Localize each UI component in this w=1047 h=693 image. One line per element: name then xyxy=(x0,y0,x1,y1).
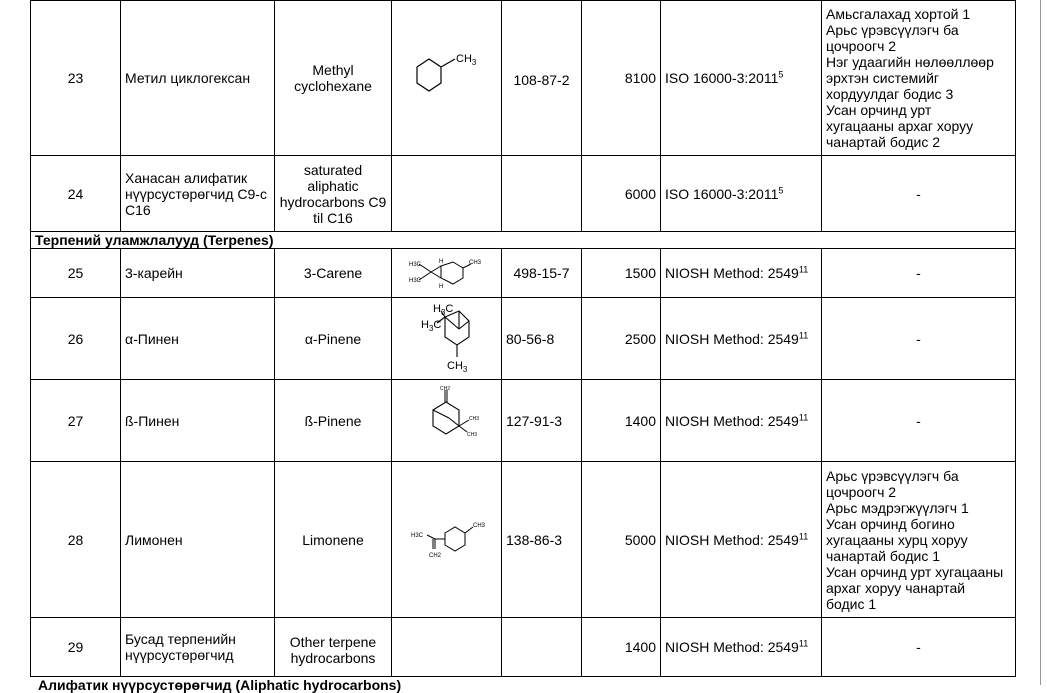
alpha-pinene-structure-icon xyxy=(407,303,487,375)
name-english: 3-Carene xyxy=(275,249,392,298)
hazard-line: Арьс үрэвсүүлэгч ба xyxy=(826,22,959,38)
cas-number: 498-15-7 xyxy=(502,249,582,298)
method-cell xyxy=(661,298,822,380)
name-mongolian: Лимонен xyxy=(121,462,275,618)
hazard-line: хугацааны архаг хоруу xyxy=(826,118,974,134)
svg-text:H3C: $H_3C$ xyxy=(420,318,441,333)
hazard-line: эрхтэн системийг xyxy=(826,70,940,86)
svg-text:CH3: CH3 xyxy=(468,260,481,266)
carene-structure xyxy=(392,249,502,298)
hazard-line: цочроогч 2 xyxy=(826,483,897,500)
svg-text:CH3: CH3 xyxy=(466,431,477,438)
table-row xyxy=(31,1,1016,156)
name-mongolian: 3-карейн xyxy=(121,249,275,298)
hazard-classes: - xyxy=(822,249,1016,298)
section-row xyxy=(31,232,1016,249)
name-english: ß-Pinene xyxy=(275,380,392,462)
row-number: 27 xyxy=(31,380,121,462)
limit-value: 1400 xyxy=(582,618,661,677)
hazard-classes: - xyxy=(822,380,1016,462)
table-row xyxy=(31,249,1016,298)
table-row xyxy=(31,618,1016,677)
method-text: NIOSH Method: 2549 xyxy=(665,330,799,347)
hazard-line: хордуулдаг бодис 3 xyxy=(826,86,954,102)
svg-text:CH3: CH3 xyxy=(468,415,479,422)
hazard-line: Арьс мэдрэгжүүлэгч 1 xyxy=(826,499,969,516)
row-number: 24 xyxy=(31,156,121,232)
hazard-line: Усан орчинд урт xyxy=(826,102,932,118)
method-cell xyxy=(661,380,822,462)
svg-text:H3C: H3C xyxy=(408,262,421,268)
method-text: ISO 16000-3:2011 xyxy=(665,185,779,202)
method-cell xyxy=(661,156,822,232)
method-footnote: 5 xyxy=(778,184,784,195)
cas-number: 80-56-8 xyxy=(502,298,582,380)
method-footnote: 5 xyxy=(778,69,784,80)
method-text: NIOSH Method: 2549 xyxy=(665,265,799,281)
hazard-classes: - xyxy=(822,618,1016,677)
beta-pinene-structure-icon xyxy=(407,386,487,456)
svg-text:CH3: $CH_3$ xyxy=(455,53,476,67)
hazard-classes: - xyxy=(822,156,1016,232)
row-number: 28 xyxy=(31,462,121,618)
hazard-line: бодис 1 xyxy=(826,595,877,612)
name-mongolian: Метил циклогексан xyxy=(121,1,275,156)
method-text: NIOSH Method: 2549 xyxy=(665,531,799,548)
name-english: Other terpene hydrocarbons xyxy=(275,618,392,677)
method-text: NIOSH Method: 2549 xyxy=(665,639,799,655)
limit-value: 6000 xyxy=(582,156,661,232)
limit-value: 2500 xyxy=(582,298,661,380)
method-cell xyxy=(661,249,822,298)
name-mongolian: Бусад терпенийн нүүрсустөрөгчид xyxy=(121,618,275,677)
cas-number: 138-86-3 xyxy=(502,462,582,618)
table-row xyxy=(31,156,1016,232)
hazard-classes xyxy=(822,1,1016,156)
method-cell xyxy=(661,1,822,156)
hazard-line: цочроогч 2 xyxy=(826,38,897,54)
structure-empty xyxy=(392,156,502,232)
svg-text:H3C: H3C xyxy=(408,278,421,284)
svg-text:H3C: $H_3C$ xyxy=(432,302,453,317)
structure-empty xyxy=(392,618,502,677)
chemical-table xyxy=(30,0,1016,677)
name-english: α-Pinene xyxy=(275,298,392,380)
alpha-pinene-structure xyxy=(392,298,502,380)
hazard-classes xyxy=(822,462,1016,618)
methylcyclohexane-structure xyxy=(392,1,502,156)
cas-number xyxy=(502,618,582,677)
cas-number xyxy=(502,156,582,232)
method-footnote: 11 xyxy=(798,264,809,275)
hazard-line: Нэг удаагийн нөлөөллөөр xyxy=(826,54,994,70)
name-english: Limonene xyxy=(275,462,392,618)
hazard-line: хугацааны хурц хоруу xyxy=(826,531,968,548)
svg-text:CH2: CH2 xyxy=(428,552,441,559)
table-row xyxy=(31,462,1016,618)
method-footnote: 11 xyxy=(798,530,809,541)
hazard-classes: - xyxy=(822,298,1016,380)
row-number: 23 xyxy=(31,1,121,156)
carene-structure-icon xyxy=(407,256,487,290)
name-english: Methyl cyclohexane xyxy=(275,1,392,156)
section-title-terpenes: Терпений уламжлалууд (Terpenes) xyxy=(31,232,1016,249)
methylcyclohexane-structure-icon xyxy=(407,53,487,103)
svg-text:H: H xyxy=(438,284,443,290)
row-number: 26 xyxy=(31,298,121,380)
table-row xyxy=(31,380,1016,462)
svg-text:H3C: H3C xyxy=(410,532,423,539)
limit-value: 8100 xyxy=(582,1,661,156)
cas-number: 108-87-2 xyxy=(502,1,582,156)
svg-text:CH3: CH3 xyxy=(472,522,485,529)
svg-text:CH2: CH2 xyxy=(439,385,450,392)
method-footnote: 11 xyxy=(798,411,809,422)
name-mongolian: α-Пинен xyxy=(121,298,275,380)
hazard-line: Усан орчинд урт хугацааны xyxy=(826,563,1004,580)
limit-value: 1500 xyxy=(582,249,661,298)
page-edge xyxy=(1040,0,1041,685)
limit-value: 1400 xyxy=(582,380,661,462)
method-footnote: 11 xyxy=(798,638,809,649)
hazard-line: чанартай бодис 1 xyxy=(826,547,940,564)
name-mongolian: ß-Пинен xyxy=(121,380,275,462)
name-english: saturated aliphatic hydrocarbons C9 til C16 xyxy=(275,156,392,232)
limit-value: 5000 xyxy=(582,462,661,618)
svg-text:CH3: $CH_3$ xyxy=(446,359,467,374)
table-row xyxy=(31,298,1016,380)
hazard-line: чанартай бодис 2 xyxy=(826,134,940,150)
hazard-line: Амьсгалахад хортой 1 xyxy=(826,6,971,22)
svg-text:H: H xyxy=(438,259,443,265)
limonene-structure-icon xyxy=(405,519,489,565)
beta-pinene-structure xyxy=(392,380,502,462)
hazard-line: Арьс үрэвсүүлэгч ба xyxy=(826,467,959,484)
hazard-line: Усан орчинд богино xyxy=(826,515,955,532)
name-mongolian: Ханасан алифатик нүүрсустөрөгчид С9-с С16 xyxy=(121,156,275,232)
method-text: ISO 16000-3:2011 xyxy=(665,70,779,86)
method-cell xyxy=(661,462,822,618)
row-number: 25 xyxy=(31,249,121,298)
section-title-aliphatic: Алифатик нүүрсустөрөгчид (Aliphatic hydrocarbons) xyxy=(38,677,402,693)
method-text: NIOSH Method: 2549 xyxy=(665,412,799,429)
method-footnote: 11 xyxy=(798,329,809,340)
method-cell xyxy=(661,618,822,677)
cas-number: 127-91-3 xyxy=(502,380,582,462)
row-number: 29 xyxy=(31,618,121,677)
limonene-structure xyxy=(392,462,502,618)
hazard-line: архаг хоруу чанартай xyxy=(826,579,966,596)
